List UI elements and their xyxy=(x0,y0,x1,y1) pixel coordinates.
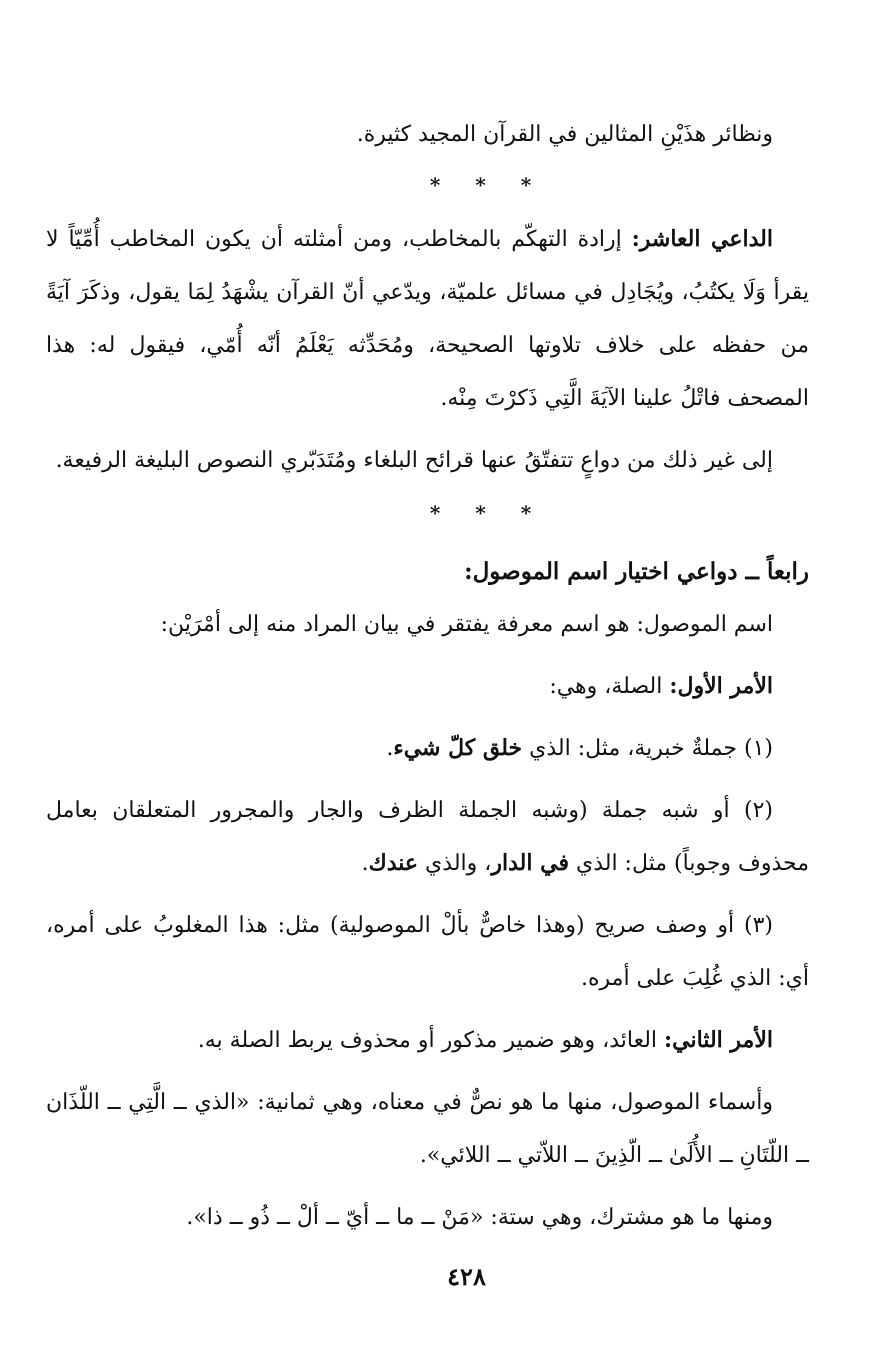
paragraph-examples-note: ونظائر هذَيْنِ المثالين في القرآن المجيد كثيرة. xyxy=(356,122,773,147)
paragraph-first-matter xyxy=(46,660,809,713)
item-2-example-1: في الدار xyxy=(491,850,569,876)
tenth-motive-label: الداعي العاشر: xyxy=(631,226,773,252)
item-2-text: (٢) أو شبه جملة (وشبه الجملة الظرف والجار والمجرور المتعلقان بعامل محذوف وجوباً) مثل: الذي xyxy=(46,798,809,876)
page-number: ٤٢٨ xyxy=(447,1262,486,1291)
section-heading: رابعاً ــ دواعي اختيار اسم الموصول: xyxy=(464,558,809,585)
first-matter-label: الأمر الأول: xyxy=(669,673,773,699)
item-1-end: . xyxy=(386,736,394,761)
item-1-example: خلق كلّ شيء xyxy=(393,735,523,761)
paragraph-relative-noun-definition: اسم الموصول: هو اسم معرفة يفتقر في بيان المراد منه إلى أمْرَيْن: xyxy=(160,612,773,637)
tenth-motive-text: إرادة التهكّم بالمخاطب، ومن أمثلته أن يكون المخاطب أُمِّيّاً لا يقرأ وَلَا يكتُبُ، ويُجَادِل في مسائل علميّة، ويدّعي أنّ القرآن يشْهَدُ لِمَا يقول، وذكَرَ آيَةً من حفظه على خلاف تلاوتها الصحيحة، ومُحَدِّثه يَعْلَمُ أنّه أُمّي، فيقول له: هذا المصحف فاتْلُ علينا الآيَةَ الَّتِي ذَكرْتَ مِنْه. xyxy=(46,227,809,411)
section-divider-stars-2: * * * xyxy=(429,501,546,525)
paragraph-tenth-motive xyxy=(46,213,809,425)
second-matter-label: الأمر الثاني: xyxy=(664,1027,773,1053)
section-divider-stars: * * * xyxy=(429,173,546,197)
paragraph-second-matter xyxy=(46,1014,809,1067)
paragraph-item-1 xyxy=(46,722,809,775)
item-2-end: . xyxy=(361,851,369,876)
paragraph-specific-relatives: وأسماء الموصول، منها ما هو نصٌّ في معناه، وهي ثمانية: «الذي ــ الَّتِي ــ اللّذَان ــ اللّتَانِ ــ الأُلَىٰ ــ الّذِينَ ــ اللاّتي ــ اللائي». xyxy=(46,1090,809,1168)
paragraph-item-3: (٣) أو وصف صريح (وهذا خاصٌّ بألْ الموصولية) مثل: هذا المغلوبُ على أمره، أي: الذي غُلِبَ على أمره. xyxy=(46,913,809,991)
item-2-example-2: عندك xyxy=(368,850,419,876)
first-matter-text: الصلة، وهي: xyxy=(549,674,670,699)
item-2-mid: ، والذي xyxy=(418,851,492,876)
page-body xyxy=(46,108,809,1244)
item-1-text: (١) جملةٌ خبرية، مثل: الذي xyxy=(522,736,773,761)
paragraph-other-motives: إلى غير ذلك من دواعٍ تتفتّقُ عنها قرائح البلغاء ومُتَدَبّري النصوص البليغة الرفيعة. xyxy=(55,448,773,473)
paragraph-item-2 xyxy=(46,784,809,890)
paragraph-shared-relatives: ومنها ما هو مشترك، وهي ستة: «مَنْ ــ ما ــ أيّ ــ ألْ ــ ذُو ــ ذا». xyxy=(186,1205,773,1230)
second-matter-text: العائد، وهو ضمير مذكور أو محذوف يربط الصلة به. xyxy=(197,1028,665,1053)
